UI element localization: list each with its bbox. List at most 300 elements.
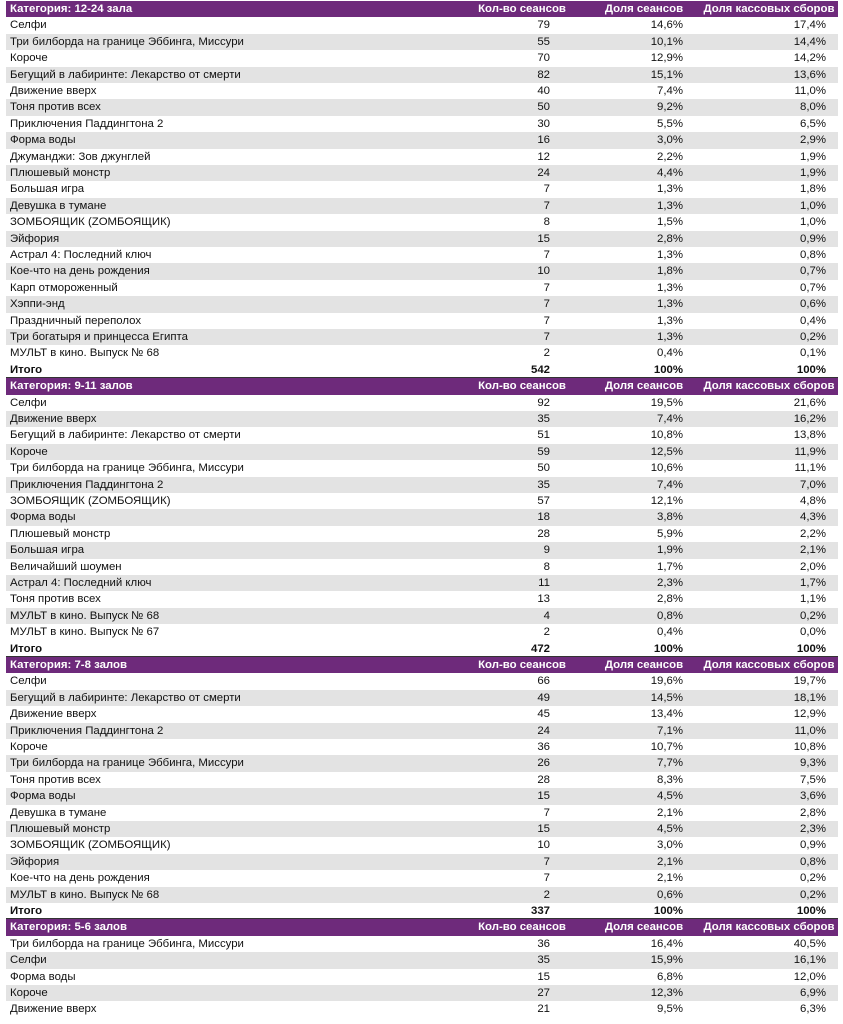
table-row — [6, 788, 838, 804]
box-office-share-cell: 0,1% — [800, 347, 826, 360]
table-row — [6, 99, 838, 115]
sessions-share-cell: 2,8% — [657, 593, 683, 606]
sessions-share-cell: 2,1% — [657, 806, 683, 819]
table-row — [6, 116, 838, 132]
film-title-cell: Короче — [10, 52, 48, 65]
box-office-share-cell: 19,7% — [793, 675, 826, 688]
sessions-count-cell: 13 — [537, 593, 550, 606]
total-sessions-share: 100% — [653, 642, 683, 655]
box-office-share-cell: 1,8% — [800, 183, 826, 196]
box-office-share-cell: 0,4% — [800, 314, 826, 327]
table-row — [6, 985, 838, 1001]
sessions-count-cell: 7 — [543, 199, 550, 212]
sessions-count-cell: 50 — [537, 462, 550, 475]
total-label: Итого — [10, 905, 43, 917]
box-office-share-cell: 11,1% — [794, 462, 826, 475]
film-title-cell: Селфи — [10, 396, 47, 409]
sessions-count-cell: 66 — [537, 675, 550, 688]
sessions-count-cell: 21 — [537, 1003, 550, 1016]
table-row — [6, 181, 838, 197]
sessions-count-cell: 49 — [537, 691, 550, 704]
sessions-count-cell: 26 — [537, 757, 550, 770]
table-row — [6, 17, 838, 33]
sessions-count-cell: 35 — [537, 413, 550, 425]
sessions-count-cell: 7 — [543, 872, 550, 885]
sessions-share-cell: 7,4% — [657, 85, 683, 97]
film-title-cell: МУЛЬТ в кино. Выпуск № 68 — [10, 347, 160, 360]
box-office-share-cell: 0,9% — [800, 839, 826, 852]
sessions-share-cell: 12,1% — [650, 495, 683, 507]
film-title-cell: МУЛЬТ в кино. Выпуск № 67 — [10, 626, 160, 639]
sessions-count-cell: 24 — [537, 724, 550, 737]
film-title-cell: Плюшевый монстр — [10, 823, 111, 835]
film-title-cell: Плюшевый монстр — [10, 527, 111, 540]
sessions-count-cell: 10 — [537, 265, 550, 278]
box-office-share-cell: 0,2% — [800, 331, 826, 343]
box-office-share-cell: 13,8% — [793, 429, 826, 442]
column-header-sessions-share: Доля сеансов — [604, 380, 684, 393]
sessions-share-cell: 1,3% — [657, 314, 683, 327]
box-office-share-cell: 10,8% — [793, 741, 826, 753]
film-title-cell: Форма воды — [10, 790, 76, 803]
sessions-count-cell: 82 — [537, 68, 550, 81]
table-row — [6, 526, 838, 542]
column-header-sessions-share: Доля сеансов — [604, 921, 684, 934]
sessions-count-cell: 15 — [537, 790, 550, 803]
sessions-share-cell: 1,3% — [657, 249, 683, 261]
sessions-share-cell: 4,5% — [657, 790, 683, 803]
table-row — [6, 772, 838, 788]
box-office-share-cell: 11,9% — [794, 445, 826, 458]
box-office-share-cell: 1,9% — [800, 167, 826, 179]
sessions-count-cell: 50 — [537, 101, 550, 114]
box-office-share-cell: 8,0% — [800, 101, 826, 114]
box-office-share-cell: 0,8% — [800, 249, 826, 261]
sessions-share-cell: 0,8% — [657, 609, 683, 622]
column-header-box-office-share: Доля кассовых сборов — [703, 921, 835, 934]
box-office-share-cell: 0,2% — [800, 872, 826, 885]
sessions-count-cell: 8 — [543, 216, 550, 229]
category-header-row — [6, 1, 838, 17]
table-row — [6, 805, 838, 821]
film-title-cell: ЗОМБОЯЩИК (ZОМБОЯЩИК) — [10, 216, 171, 229]
sessions-count-cell: 10 — [537, 839, 550, 852]
sessions-share-cell: 16,4% — [650, 937, 683, 950]
film-title-cell: Три богатыря и принцесса Египта — [10, 331, 188, 343]
sessions-share-cell: 2,1% — [657, 872, 683, 885]
box-office-share-cell: 17,4% — [793, 19, 826, 32]
sessions-share-cell: 7,1% — [657, 724, 683, 737]
box-office-share-cell: 16,1% — [793, 954, 826, 967]
sessions-share-cell: 1,3% — [657, 298, 683, 311]
film-title-cell: ЗОМБОЯЩИК (ZОМБОЯЩИК) — [10, 495, 171, 507]
sessions-count-cell: 55 — [537, 35, 550, 48]
category-header-row — [6, 657, 838, 673]
table-row — [6, 477, 838, 493]
sessions-share-cell: 19,5% — [650, 396, 683, 409]
table-row — [6, 34, 838, 50]
box-office-share-cell: 2,1% — [800, 544, 826, 557]
sessions-count-cell: 18 — [537, 511, 550, 524]
sessions-count-cell: 12 — [537, 150, 550, 163]
film-title-cell: Бегущий в лабиринте: Лекарство от смерти — [10, 68, 241, 81]
film-title-cell: Три билборда на границе Эббинга, Миссури — [10, 757, 244, 770]
sessions-count-cell: 28 — [537, 773, 550, 786]
film-title-cell: ЗОМБОЯЩИК (ZОМБОЯЩИК) — [10, 839, 171, 852]
film-title-cell: Три билборда на границе Эббинга, Миссури — [10, 937, 244, 950]
film-title-cell: Движение вверх — [10, 413, 97, 425]
sessions-count-cell: 40 — [537, 85, 550, 97]
total-label: Итого — [10, 642, 43, 655]
table-row — [6, 83, 838, 99]
box-office-share-cell: 11,0% — [794, 724, 826, 737]
sessions-share-cell: 19,6% — [650, 675, 683, 688]
column-header-box-office-share: Доля кассовых сборов — [703, 380, 835, 393]
film-title-cell: Астрал 4: Последний ключ — [10, 577, 152, 589]
sessions-share-cell: 1,3% — [657, 199, 683, 212]
table-row — [6, 723, 838, 739]
film-title-cell: Девушка в тумане — [10, 806, 107, 819]
film-title-cell: Тоня против всех — [10, 101, 101, 114]
sessions-share-cell: 7,7% — [657, 757, 683, 770]
sessions-share-cell: 12,3% — [650, 987, 683, 999]
sessions-share-cell: 10,7% — [650, 741, 683, 753]
total-label: Итого — [10, 363, 43, 376]
total-box-office-share: 100% — [796, 905, 826, 917]
sessions-count-cell: 35 — [537, 478, 550, 491]
sessions-count-cell: 16 — [537, 134, 550, 147]
film-title-cell: Короче — [10, 741, 48, 753]
total-row — [6, 903, 838, 919]
table-row — [6, 575, 838, 591]
film-title-cell: Форма воды — [10, 511, 76, 524]
sessions-count-cell: 79 — [537, 19, 550, 32]
sessions-share-cell: 13,4% — [650, 708, 683, 721]
table-row — [6, 952, 838, 968]
table-row — [6, 149, 838, 165]
sessions-share-cell: 1,3% — [657, 183, 683, 196]
film-title-cell: Тоня против всех — [10, 593, 101, 606]
sessions-share-cell: 3,0% — [657, 839, 683, 852]
table-row — [6, 280, 838, 296]
film-title-cell: Короче — [10, 445, 48, 458]
total-sessions-count: 337 — [530, 905, 550, 917]
table-row — [6, 67, 838, 83]
table-row — [6, 247, 838, 263]
box-office-share-cell: 1,9% — [800, 150, 826, 163]
box-office-share-cell: 4,3% — [800, 511, 826, 524]
sessions-share-cell: 10,1% — [650, 35, 683, 48]
category-title: Категория: 9-11 залов — [10, 380, 133, 393]
table-row — [6, 296, 838, 312]
film-title-cell: Большая игра — [10, 183, 85, 196]
film-title-cell: Движение вверх — [10, 1003, 97, 1016]
sessions-count-cell: 70 — [537, 52, 550, 65]
box-office-share-cell: 4,8% — [800, 495, 826, 507]
sessions-share-cell: 4,4% — [657, 167, 683, 179]
column-header-sessions-share: Доля сеансов — [604, 659, 684, 671]
film-title-cell: Кое-что на день рождения — [10, 265, 150, 278]
sessions-share-cell: 2,3% — [657, 577, 683, 589]
box-office-share-cell: 3,6% — [800, 790, 826, 803]
table-row — [6, 313, 838, 329]
film-title-cell: Бегущий в лабиринте: Лекарство от смерти — [10, 691, 241, 704]
film-title-cell: Форма воды — [10, 134, 76, 147]
box-office-share-cell: 7,0% — [800, 478, 826, 491]
sessions-count-cell: 2 — [543, 626, 550, 639]
sessions-count-cell: 4 — [543, 609, 550, 622]
total-sessions-share: 100% — [653, 363, 683, 376]
sessions-count-cell: 7 — [543, 855, 550, 868]
total-box-office-share: 100% — [796, 642, 826, 655]
sessions-count-cell: 57 — [537, 495, 550, 507]
table-row — [6, 460, 838, 476]
film-title-cell: Движение вверх — [10, 708, 97, 721]
sessions-count-cell: 15 — [537, 970, 550, 983]
total-sessions-share: 100% — [653, 905, 683, 917]
sessions-share-cell: 15,1% — [650, 68, 683, 81]
sessions-share-cell: 6,8% — [657, 970, 683, 983]
sessions-count-cell: 59 — [537, 445, 550, 458]
table-row — [6, 395, 838, 411]
film-title-cell: Три билборда на границе Эббинга, Миссури — [10, 462, 244, 475]
column-header-box-office-share: Доля кассовых сборов — [703, 3, 835, 15]
sessions-count-cell: 30 — [537, 117, 550, 130]
sessions-share-cell: 7,4% — [657, 478, 683, 491]
box-office-share-cell: 2,9% — [800, 134, 826, 147]
category-title: Категория: 5-6 залов — [10, 921, 127, 934]
sessions-share-cell: 14,5% — [650, 691, 683, 704]
film-title-cell: Большая игра — [10, 544, 85, 557]
box-office-share-cell: 0,6% — [800, 298, 826, 311]
table-row — [6, 132, 838, 148]
sessions-count-cell: 7 — [543, 314, 550, 327]
box-office-share-cell: 1,7% — [800, 577, 826, 589]
table-row — [6, 591, 838, 607]
sessions-share-cell: 15,9% — [650, 954, 683, 967]
sessions-count-cell: 7 — [543, 298, 550, 311]
box-office-share-cell: 0,9% — [800, 232, 826, 245]
sessions-count-cell: 9 — [543, 544, 550, 557]
box-office-share-cell: 13,6% — [793, 68, 826, 81]
table-row — [6, 969, 838, 985]
box-office-share-cell: 2,0% — [800, 560, 826, 573]
film-title-cell: Эйфория — [10, 232, 60, 245]
column-header-sessions-count: Кол-во сеансов — [478, 921, 566, 934]
film-title-cell: МУЛЬТ в кино. Выпуск № 68 — [10, 609, 160, 622]
sessions-count-cell: 36 — [537, 937, 550, 950]
box-office-share-cell: 16,2% — [793, 413, 826, 425]
box-office-share-cell: 1,0% — [800, 216, 826, 229]
sessions-share-cell: 2,2% — [657, 150, 683, 163]
total-row — [6, 362, 838, 378]
category-header-row — [6, 378, 838, 394]
sessions-count-cell: 24 — [537, 167, 550, 179]
table-row — [6, 854, 838, 870]
box-office-share-cell: 6,9% — [800, 987, 826, 999]
sessions-share-cell: 1,8% — [657, 265, 683, 278]
box-office-share-cell: 0,7% — [800, 265, 826, 278]
table-row — [6, 821, 838, 837]
film-title-cell: Астрал 4: Последний ключ — [10, 249, 152, 261]
sessions-count-cell: 11 — [538, 577, 550, 589]
box-office-share-cell: 12,9% — [793, 708, 826, 721]
table-row — [6, 493, 838, 509]
film-title-cell: Эйфория — [10, 855, 60, 868]
film-title-cell: Приключения Паддингтона 2 — [10, 724, 164, 737]
box-office-share-cell: 1,0% — [800, 199, 826, 212]
film-title-cell: Хэппи-энд — [10, 298, 65, 311]
table-row — [6, 559, 838, 575]
total-sessions-count: 472 — [530, 642, 550, 655]
sessions-count-cell: 92 — [537, 396, 550, 409]
sessions-count-cell: 2 — [543, 347, 550, 360]
sessions-share-cell: 3,8% — [657, 511, 683, 524]
table-row — [6, 427, 838, 443]
box-office-share-cell: 0,2% — [800, 888, 826, 901]
box-office-share-cell: 1,1% — [800, 593, 826, 606]
category-title: Категория: 12-24 зала — [10, 3, 133, 15]
table-row — [6, 739, 838, 755]
table-row — [6, 690, 838, 706]
box-office-share-cell: 18,1% — [793, 691, 826, 704]
column-header-sessions-count: Кол-во сеансов — [478, 3, 566, 15]
box-office-share-cell: 11,0% — [794, 85, 826, 97]
sessions-count-cell: 35 — [537, 954, 550, 967]
sessions-share-cell: 0,4% — [657, 626, 683, 639]
column-header-sessions-share: Доля сеансов — [604, 3, 684, 15]
box-office-share-cell: 21,6% — [793, 396, 826, 409]
sessions-count-cell: 7 — [543, 806, 550, 819]
table-row — [6, 198, 838, 214]
table-row — [6, 542, 838, 558]
box-office-share-cell: 14,2% — [793, 52, 826, 65]
table-row — [6, 345, 838, 361]
table-row — [6, 165, 838, 181]
box-office-share-cell: 0,8% — [800, 855, 826, 868]
table-row — [6, 411, 838, 427]
film-title-cell: Форма воды — [10, 970, 76, 983]
sessions-share-cell: 0,6% — [657, 888, 683, 901]
sessions-share-cell: 1,3% — [657, 331, 683, 343]
box-office-share-cell: 12,0% — [793, 970, 826, 983]
sessions-count-cell: 36 — [537, 741, 550, 753]
sessions-share-cell: 12,5% — [650, 445, 683, 458]
film-title-cell: МУЛЬТ в кино. Выпуск № 68 — [10, 888, 160, 901]
film-title-cell: Селфи — [10, 954, 47, 967]
sessions-count-cell: 15 — [537, 232, 550, 245]
table-row — [6, 214, 838, 230]
sessions-count-cell: 8 — [543, 560, 550, 573]
table-row — [6, 624, 838, 640]
film-title-cell: Движение вверх — [10, 85, 97, 97]
sessions-share-cell: 1,3% — [657, 281, 683, 294]
sessions-share-cell: 8,3% — [657, 773, 683, 786]
box-office-share-cell: 0,0% — [800, 626, 826, 639]
box-office-share-cell: 2,8% — [800, 806, 826, 819]
sessions-share-cell: 10,8% — [650, 429, 683, 442]
film-title-cell: Приключения Паддингтона 2 — [10, 478, 164, 491]
sessions-share-cell: 3,0% — [657, 134, 683, 147]
total-box-office-share: 100% — [796, 363, 826, 376]
box-office-share-cell: 40,5% — [793, 937, 826, 950]
table-row — [6, 673, 838, 689]
table-row — [6, 231, 838, 247]
box-office-share-cell: 6,3% — [800, 1003, 826, 1016]
sessions-share-cell: 1,5% — [657, 216, 683, 229]
sessions-share-cell: 14,6% — [650, 19, 683, 32]
column-header-sessions-count: Кол-во сеансов — [478, 380, 566, 393]
table-row — [6, 755, 838, 771]
sessions-share-cell: 1,9% — [657, 544, 683, 557]
box-office-share-cell: 2,2% — [800, 527, 826, 540]
column-header-box-office-share: Доля кассовых сборов — [703, 659, 835, 671]
sessions-count-cell: 15 — [537, 823, 550, 835]
table-row — [6, 329, 838, 345]
sessions-share-cell: 1,7% — [657, 560, 683, 573]
film-title-cell: Селфи — [10, 675, 47, 688]
sessions-share-cell: 2,1% — [657, 855, 683, 868]
box-office-share-cell: 6,5% — [800, 117, 826, 130]
sessions-count-cell: 27 — [537, 987, 550, 999]
film-title-cell: Джуманджи: Зов джунглей — [10, 150, 151, 163]
sessions-count-cell: 45 — [537, 708, 550, 721]
sessions-share-cell: 9,5% — [657, 1003, 683, 1016]
film-title-cell: Девушка в тумане — [10, 199, 107, 212]
sessions-share-cell: 10,6% — [650, 462, 683, 475]
film-title-cell: Три билборда на границе Эббинга, Миссури — [10, 35, 244, 48]
box-office-share-cell: 7,5% — [800, 773, 826, 786]
sessions-share-cell: 5,9% — [657, 527, 683, 540]
box-office-share-cell: 9,3% — [800, 757, 826, 770]
film-title-cell: Бегущий в лабиринте: Лекарство от смерти — [10, 429, 241, 442]
sessions-share-cell: 12,9% — [650, 52, 683, 65]
box-office-share-cell: 14,4% — [793, 35, 826, 48]
total-sessions-count: 542 — [530, 363, 550, 376]
sessions-share-cell: 9,2% — [657, 101, 683, 114]
table-row — [6, 837, 838, 853]
film-title-cell: Карп отмороженный — [10, 281, 118, 294]
total-row — [6, 641, 838, 657]
sessions-count-cell: 51 — [537, 429, 550, 442]
table-row — [6, 936, 838, 952]
film-title-cell: Приключения Паддингтона 2 — [10, 117, 164, 130]
film-title-cell: Кое-что на день рождения — [10, 872, 150, 885]
film-title-cell: Короче — [10, 987, 48, 999]
sessions-count-cell: 7 — [543, 183, 550, 196]
table-row — [6, 444, 838, 460]
box-office-share-cell: 0,2% — [800, 609, 826, 622]
column-header-sessions-count: Кол-во сеансов — [478, 659, 566, 671]
table-row — [6, 1001, 838, 1017]
sessions-share-cell: 4,5% — [657, 823, 683, 835]
box-office-share-cell: 2,3% — [800, 823, 826, 835]
table-row — [6, 608, 838, 624]
film-title-cell: Праздничный переполох — [10, 314, 142, 327]
category-header-row — [6, 919, 838, 935]
sessions-share-cell: 0,4% — [657, 347, 683, 360]
table-row — [6, 706, 838, 722]
sessions-share-cell: 2,8% — [657, 232, 683, 245]
box-office-share-cell: 0,7% — [800, 281, 826, 294]
sessions-count-cell: 7 — [543, 249, 550, 261]
table-row — [6, 887, 838, 903]
film-title-cell: Плюшевый монстр — [10, 167, 111, 179]
table-row — [6, 870, 838, 886]
sessions-count-cell: 7 — [543, 331, 550, 343]
sessions-count-cell: 28 — [537, 527, 550, 540]
film-title-cell: Величайший шоумен — [10, 560, 122, 573]
